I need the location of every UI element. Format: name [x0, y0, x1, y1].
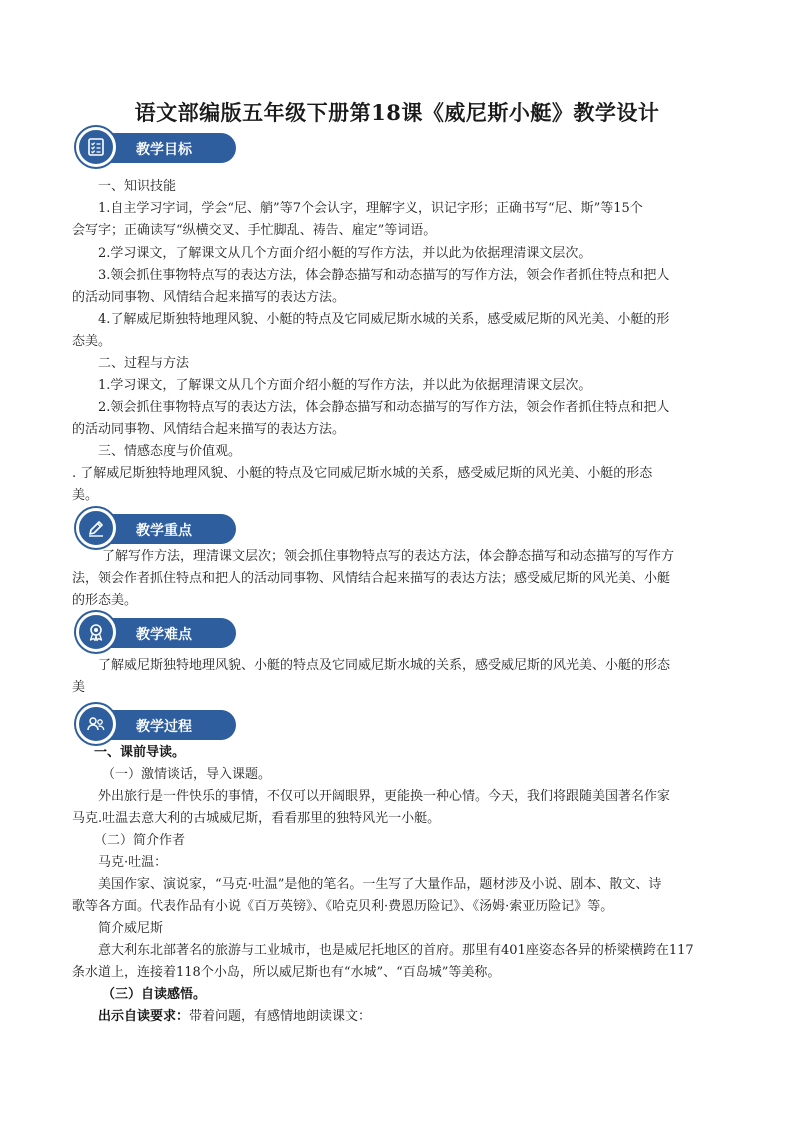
- process-s2c: 简介威尼斯: [98, 921, 164, 936]
- section-label: 教学目标: [136, 142, 192, 158]
- process-author-name: 马克·吐温：: [98, 855, 168, 870]
- obj-p4a: 4.了解威尼斯独特地理风貌、小艇的特点及它同威尼斯水城的关系，感受威尼斯的风光美、小艇的形: [98, 312, 670, 327]
- section-badge-key-points: [76, 508, 236, 548]
- process-requirement: [72, 1006, 724, 1028]
- process-s1a: 外出旅行是一件快乐的事情，不仅可以开阔眼界，更能换一种心情。今天，我们将跟随美国著名作家: [98, 789, 671, 804]
- obj-heading-3: 三、情感态度与价值观。: [98, 444, 242, 459]
- obj-heading-1: 一、知识技能: [98, 179, 177, 194]
- requirement-label: 出示自读要求：: [98, 1009, 190, 1024]
- obj-r1a: . 了解威尼斯独特地理风貌、小艇的特点及它同威尼斯水城的关系，感受威尼斯的风光美、小艇的形态: [72, 466, 653, 481]
- process-s2a: 美国作家、演说家，“马克·吐温”是他的笔名。一生写了大量作品，题材涉及小说、剧本、散文、诗: [98, 877, 662, 892]
- document-title: 语文部编版五年级下册第18课《威尼斯小艇》教学设计: [134, 100, 660, 125]
- award-ribbon-icon: [76, 612, 116, 652]
- process-s2e: 条水道上，连接着118个小岛，所以威尼斯也有“水城”、“百岛城”等美称。: [72, 965, 501, 980]
- obj-p1b: 会写字；正确读写“纵横交叉、手忙脚乱、祷告、雇定”等词语。: [72, 223, 437, 238]
- difficulties-b: 美: [72, 680, 86, 695]
- requirement-text: 带着问题，有感情地朗读课文：: [189, 1009, 372, 1024]
- process-s1b: 马克.吐温去意大利的古城威尼斯，看看那里的独特风光一小艇。: [72, 811, 441, 826]
- section-badge-difficulties: [76, 612, 236, 652]
- obj-p3a: 3.领会抓住事物特点写的表达方法，体会静态描写和动态描写的写作方法，领会作者抓住特点和把人: [98, 268, 670, 283]
- obj-p2: 2.学习课文，了解课文从几个方面介绍小艇的写作方法，并以此为依据理清课文层次。: [98, 246, 592, 261]
- section-label: 教学过程: [136, 719, 192, 735]
- obj-heading-2: 二、过程与方法: [98, 356, 190, 371]
- checklist-icon: [76, 127, 116, 167]
- obj-q2a: 2.领会抓住事物特点写的表达方法，体会静态描写和动态描写的写作方法，领会作者抓住特点和把人: [98, 400, 670, 415]
- difficulties-a: 了解威尼斯独特地理风貌、小艇的特点及它同威尼斯水城的关系，感受威尼斯的风光美、小艇的形态: [98, 658, 671, 673]
- section-badge-process: [76, 704, 236, 744]
- section-badge-objectives: [76, 127, 236, 167]
- people-icon: [76, 704, 116, 744]
- section-label: 教学重点: [136, 523, 192, 539]
- process-s2b: 歌等各方面。代表作品有小说《百万英镑》、《哈克贝利·费恩历险记》、《汤姆·索亚历险记》等。: [72, 899, 614, 914]
- obj-q2b: 的活动同事物、风情结合起来描写的表达方法。: [72, 422, 346, 437]
- process-s2d: 意大利东北部著名的旅游与工业城市，也是威尼托地区的首府。那里有401座姿态各异的桥梁横跨在117: [98, 943, 694, 958]
- obj-r1b: 美。: [72, 488, 99, 503]
- obj-p1a: 1.自主学习字词，学会“尼、艄”等7个会认字，理解字义，识记字形；正确书写“尼、斯”等15个: [98, 201, 643, 216]
- pencil-icon: [76, 508, 116, 548]
- section-label: 教学难点: [136, 627, 192, 643]
- obj-p3b: 的活动同事物、风情结合起来描写的表达方法。: [72, 290, 346, 305]
- obj-q1: 1.学习课文，了解课文从几个方面介绍小艇的写作方法，并以此为依据理清课文层次。: [98, 378, 592, 393]
- process-sub-2: （二）简介作者: [94, 833, 186, 848]
- key-points-a: 了解写作方法，理清课文层次；领会抓住事物特点写的表达方法，体会静态描写和动态描写的写作方: [102, 549, 675, 564]
- process-heading-1: 一、课前导读。: [94, 745, 186, 760]
- obj-p4b: 态美。: [72, 334, 112, 349]
- key-points-b: 法，领会作者抓住特点和把人的活动同事物、风情结合起来描写的表达方法；感受威尼斯的风光美、小艇: [72, 571, 671, 586]
- process-sub-1: （一）激情谈话，导入课题。: [102, 767, 272, 782]
- process-sub-3: （三）自读感悟。: [102, 987, 207, 1002]
- key-points-c: 的形态美。: [72, 593, 138, 608]
